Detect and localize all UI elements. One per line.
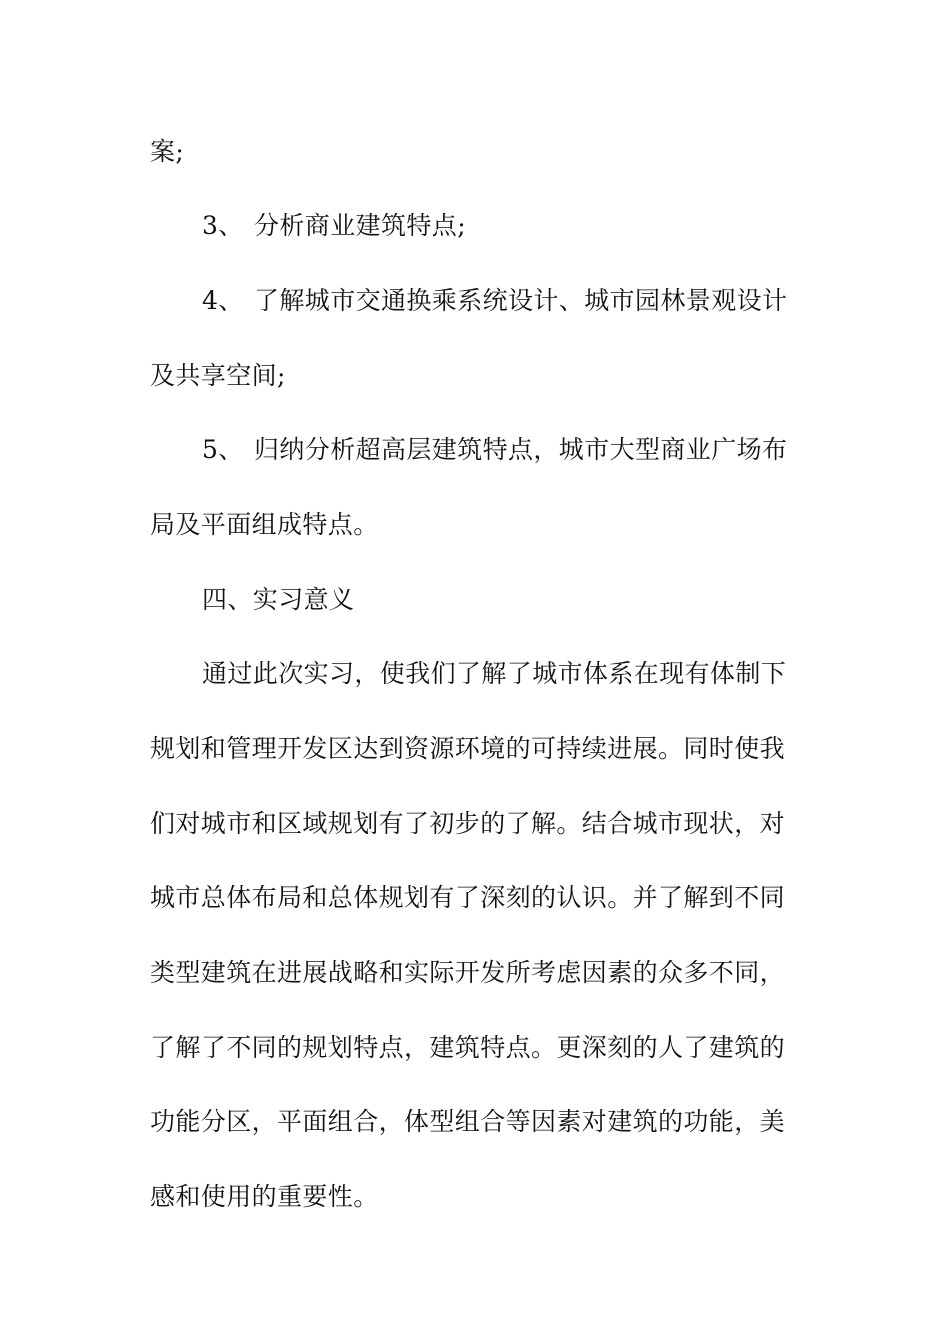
paragraph-line: 通过此次实习，使我们了解了城市体系在现有体制下	[202, 659, 787, 688]
list-text: 了解城市交通换乘系统设计、城市园林景观设计	[254, 286, 788, 315]
list-number: 3、	[202, 211, 244, 240]
list-item-5	[202, 430, 852, 470]
list-number: 5、	[202, 435, 244, 464]
paragraph-line: 城市总体布局和总体规划有了深刻的认识。并了解到不同	[150, 883, 786, 912]
list-item-4	[202, 281, 852, 321]
paragraph-line: 们对城市和区域规划有了初步的了解。结合城市现状，对	[150, 809, 786, 838]
list-text: 分析商业建筑特点;	[254, 211, 467, 240]
list-item-3	[202, 206, 852, 246]
paragraph-line: 了解了不同的规划特点，建筑特点。更深刻的人了建筑的	[150, 1033, 786, 1062]
text-line: 及共享空间;	[150, 361, 286, 390]
paragraph-line: 功能分区，平面组合，体型组合等因素对建筑的功能，美	[150, 1107, 786, 1136]
list-text: 归纳分析超高层建筑特点，城市大型商业广场布	[254, 435, 788, 464]
section-heading: 四、实习意义	[202, 585, 355, 614]
list-number: 4、	[202, 286, 244, 315]
text-line: 局及平面组成特点。	[150, 510, 379, 539]
paragraph-line: 规划和管理开发区达到资源环境的可持续进展。同时使我	[150, 734, 786, 763]
text-line: 案;	[150, 137, 185, 166]
paragraph-line: 类型建筑在进展战略和实际开发所考虑因素的众多不同，	[150, 958, 786, 987]
paragraph-line: 感和使用的重要性。	[150, 1182, 379, 1211]
